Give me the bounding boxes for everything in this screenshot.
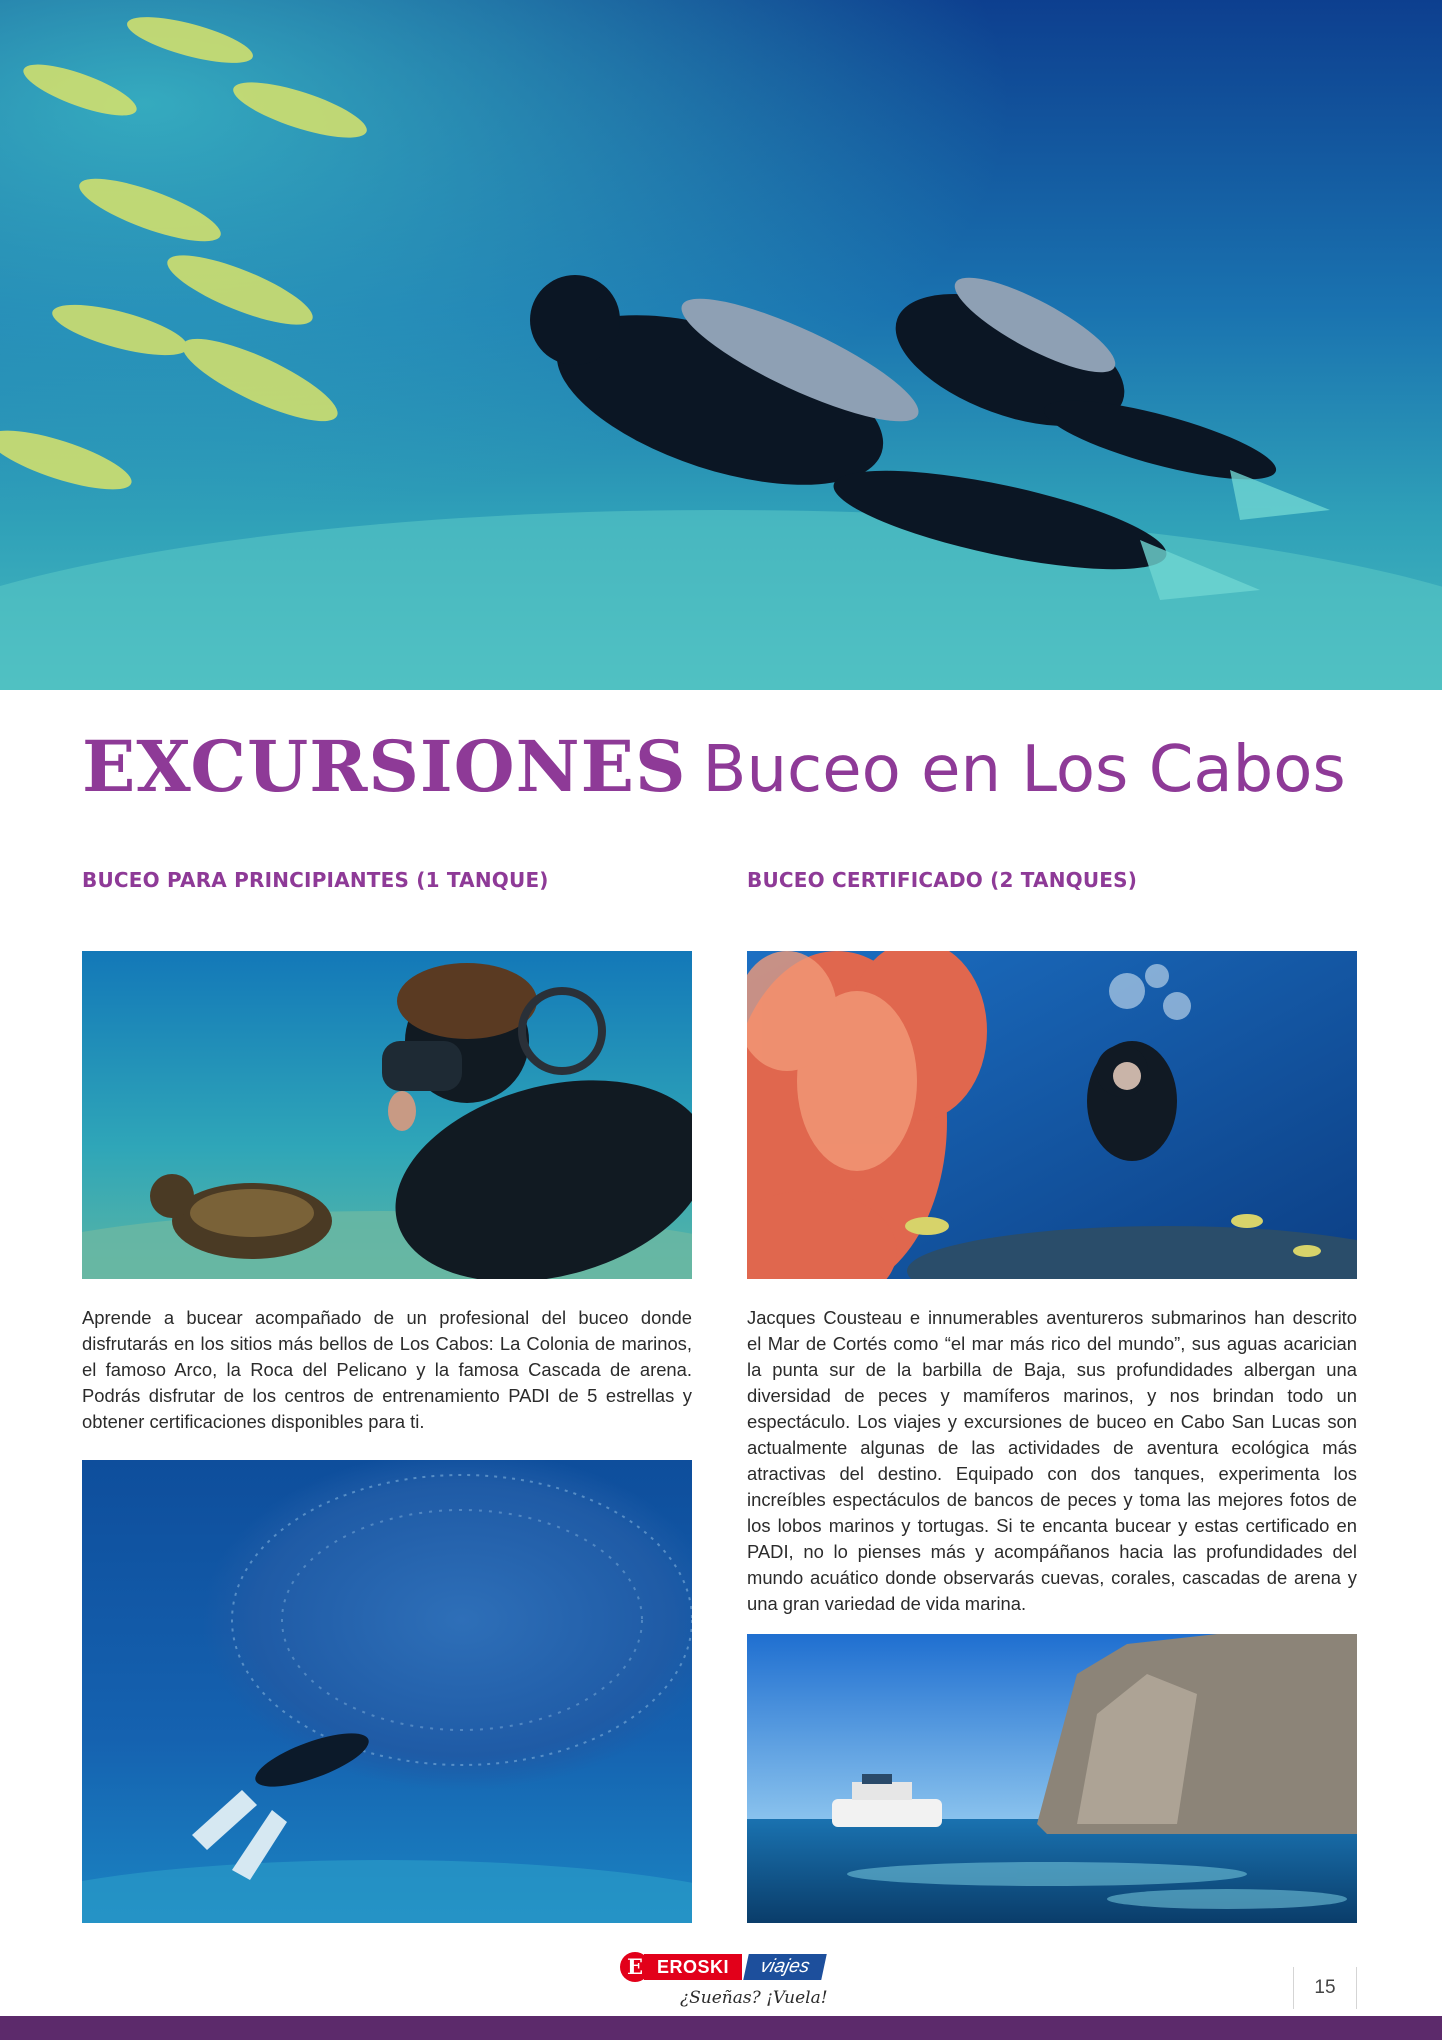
- title-strong: EXCURSIONES: [82, 725, 687, 808]
- logo-e-icon: E: [620, 1952, 650, 1982]
- photo-diver-turtle: [82, 951, 692, 1279]
- logo-badge: [620, 1952, 824, 1982]
- footer-bar: [0, 2016, 1442, 2040]
- section-body-certified: Jacques Cousteau e innumerables aventureros submarinos han descrito el Mar de Cortés como “el mar más rico del mundo”, sus aguas acarician la punta sur de la barbilla de Baja, sus profundidades albergan una diversidad de peces y mamíferos marinos, y nos brindan todo un espectáculo. Los viajes y excursiones de buceo en Cabo San Lucas son actualmente algunas de las actividades de aventura ecológica más atractivas del destino. Equipado con dos tanques, experimenta los increíbles espectáculos de bancos de peces y toma las mejores fotos de los lobos marinos y tortugas. Si te encanta bucear y estas certificado en PADI, no lo pienses más y acompáñanos hacia las profundidades del mundo acuático donde observarás cuevas, corales, cascadas de arena y una gran variedad de vida marina.: [747, 1307, 1357, 1614]
- photo-diver-reef: [747, 951, 1357, 1279]
- photo-fish-school: [82, 1460, 692, 1923]
- hero-photo-divers: [0, 0, 1442, 690]
- photo-boat-coast: [747, 1634, 1357, 1923]
- page-title: [82, 722, 1346, 825]
- section-heading-certified: BUCEO CERTIFICADO (2 TANQUES): [747, 868, 1138, 892]
- section-heading-beginners: BUCEO PARA PRINCIPIANTES (1 TANQUE): [82, 868, 549, 892]
- eroski-viajes-logo: [618, 1948, 828, 2014]
- title-light: Buceo en Los Cabos: [702, 733, 1346, 807]
- section-body-beginners: Aprende a bucear acompañado de un profesional del buceo donde disfrutarás en los sitios más bellos de Los Cabos: La Colonia de marinos, el famoso Arco, la Roca del Pelicano y la famosa Cascada de arena. Podrás disfrutar de los centros de entrenamiento PADI de 5 estrellas y obtener certificaciones disponibles para ti.: [82, 1307, 692, 1432]
- logo-sub: viajes: [743, 1954, 827, 1980]
- page-number: 15: [1293, 1967, 1357, 2009]
- logo-tagline: ¿Sueñas? ¡Vuela!: [680, 1988, 828, 2008]
- logo-brand: EROSKI: [644, 1954, 742, 1980]
